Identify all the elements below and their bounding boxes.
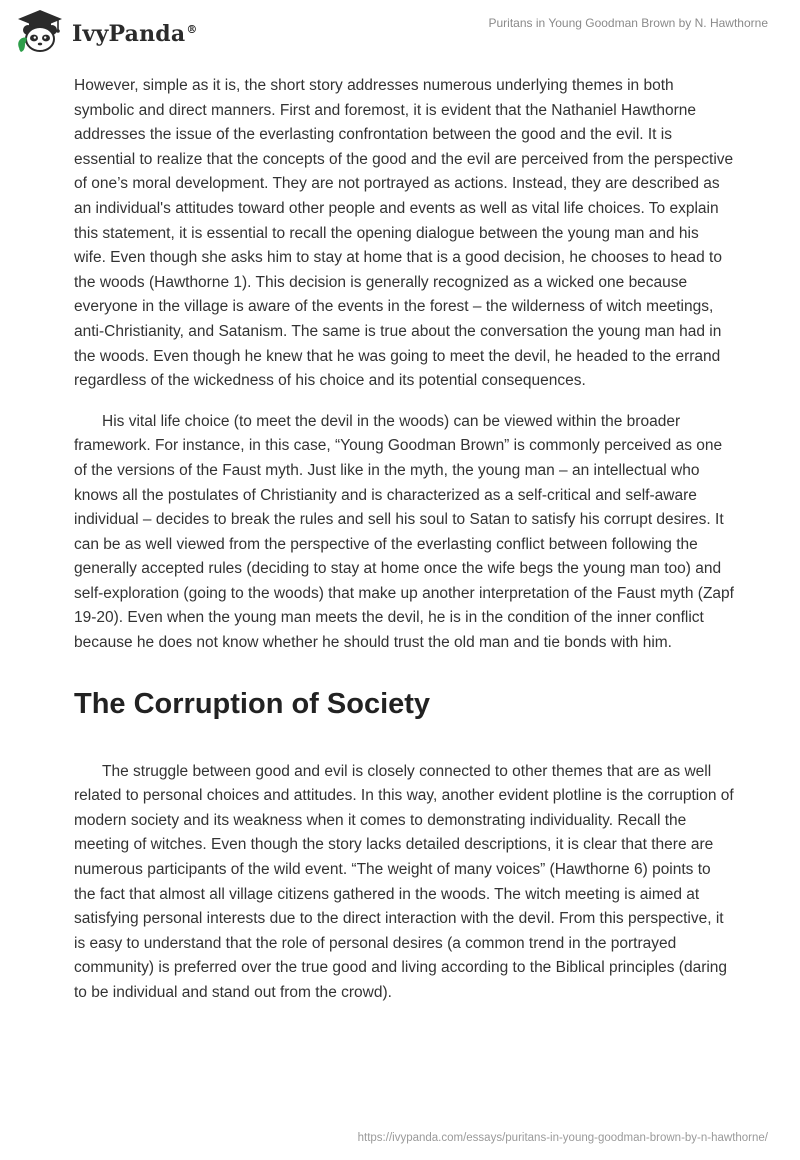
ivypanda-logo[interactable]	[14, 8, 198, 56]
page-header	[0, 0, 800, 64]
section-heading: The Corruption of Society	[74, 687, 431, 720]
essay-content	[74, 74, 734, 1006]
graduation-cap-panda-icon	[14, 8, 66, 56]
brand-registered-mark: ®	[186, 22, 198, 36]
document-title: Puritans in Young Goodman Brown by N. Hawthorne	[488, 16, 768, 30]
source-url[interactable]: https://ivypanda.com/essays/puritans-in-young-goodman-brown-by-n-hawthorne/	[357, 1132, 768, 1144]
brand-name	[72, 21, 198, 47]
essay-paragraph-1: However, simple as it is, the short story addresses numerous underlying themes in both symbolic and direct manners. First and foremost, it is evident that the Nathaniel Hawthorne addresses the issue of the everlasting confrontation between the good and the evil. It is essential to realize that the concepts of the good and the evil are perceived from the perspective of one’s moral development. They are not portrayed as actions. Instead, they are described as an individual's attitudes toward other people and events as well as vital life choices. To explain this statement, it is essential to recall the opening dialogue between the young man and his wife. Even though she asks him to stay at home that is a good decision, he chooses to head to the woods (Hawthorne 1). This decision is generally recognized as a wicked one because everyone in the village is aware of the events in the forest – the wilderness of witch meetings, anti-Christianity, and Satanism. The same is true about the conversation the young man had in the woods. Even though he knew that he was going to meet the devil, he headed to the errand regardless of the wickedness of his choice and its potential consequences.	[74, 77, 734, 390]
essay-paragraph-3: The struggle between good and evil is closely connected to other themes that are as well related to personal choices and attitudes. In this way, another evident plotline is the corruption of modern society and its weakness when it comes to demonstrating individuality. Recall the meeting of witches. Even though the story lacks detailed descriptions, it is clear that there are numerous participants of the wild event. “The weight of many voices” (Hawthorne 6) points to the fact that almost all village citizens gathered in the woods. The witch meeting is aimed at satisfying personal interests due to the direct interaction with the devil. From this perspective, it is easy to understand that the role of personal desires (a common trend in the portrayed community) is preferred over the true good and living according to the Biblical principles (daring to be individual and stand out from the crowd).	[74, 762, 734, 1001]
essay-paragraph-2: His vital life choice (to meet the devil in the woods) can be viewed within the broader framework. For instance, in this case, “Young Goodman Brown” is commonly perceived as one of the versions of the Faust myth. Just like in the myth, the young man – an intellectual who knows all the postulates of Christianity and is characterized as a self-critical and self-aware individual – decides to break the rules and sell his soul to Satan to satisfy his corrupt desires. It can be as well viewed from the perspective of the everlasting conflict between following the generally accepted rules (deciding to stay at home once the wife begs the young man too) and self-exploration (going to the woods) that make up another interpretation of the Faust myth (Zapf 19-20). Even when the young man meets the devil, he is in the condition of the inner conflict because he does not know whether he should trust the old man and tie bonds with him.	[74, 412, 734, 652]
brand-name-text: IvyPanda	[72, 21, 186, 47]
